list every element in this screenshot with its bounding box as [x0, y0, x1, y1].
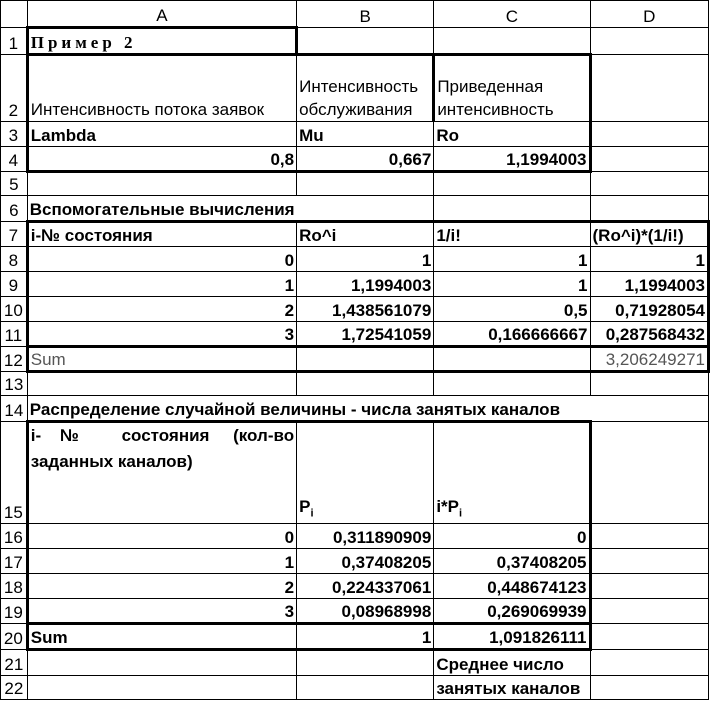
cell-a12[interactable]: Sum [27, 347, 296, 372]
row-9 [1, 272, 709, 297]
cell-a9[interactable]: 1 [27, 272, 296, 297]
cell-b19[interactable]: 0,08968998 [297, 599, 434, 624]
cell-c6[interactable] [434, 196, 590, 222]
cell-b13[interactable] [297, 372, 434, 396]
cell-a17[interactable]: 1 [27, 549, 296, 574]
cell-b18[interactable]: 0,224337061 [297, 574, 434, 599]
cell-c21[interactable]: Среднее число [434, 650, 590, 676]
row-header[interactable]: 22 [1, 676, 28, 700]
p-label: P [299, 496, 311, 516]
cell-a8[interactable]: 0 [27, 247, 296, 272]
cell-a20[interactable]: Sum [27, 624, 296, 650]
cell-c16[interactable]: 0 [434, 524, 590, 549]
cell-c17[interactable]: 0,37408205 [434, 549, 590, 574]
row-1 [1, 28, 709, 55]
cell-d3[interactable] [590, 122, 709, 147]
cell-c9[interactable]: 1 [434, 272, 590, 297]
row-header[interactable]: 20 [1, 624, 28, 650]
cell-b20[interactable]: 1 [297, 624, 434, 650]
cell-a11[interactable]: 3 [27, 322, 296, 347]
row-header[interactable]: 10 [1, 297, 28, 322]
cell-d4[interactable] [590, 147, 709, 172]
cell-d1[interactable] [590, 28, 709, 55]
cell-a19[interactable]: 3 [27, 599, 296, 624]
cell-a2[interactable]: Интенсивность потока заявок [27, 55, 296, 122]
cell-b3[interactable]: Mu [297, 122, 434, 147]
cell-d18[interactable] [590, 574, 709, 599]
cell-b1[interactable] [297, 28, 434, 55]
cell-a6[interactable]: Вспомогательные вычисления [27, 196, 296, 222]
cell-b21[interactable] [297, 650, 434, 676]
cell-b5[interactable] [297, 172, 434, 196]
cell-c8[interactable]: 1 [434, 247, 590, 272]
cell-d11[interactable]: 0,287568432 [590, 322, 709, 347]
cell-d15[interactable] [590, 422, 709, 524]
row-16 [1, 524, 709, 549]
row-8 [1, 247, 709, 272]
row-header[interactable]: 11 [1, 322, 28, 347]
cell-b16[interactable]: 0,311890909 [297, 524, 434, 549]
column-header-a[interactable]: A [27, 1, 296, 28]
cell-d9[interactable]: 1,1994003 [590, 272, 709, 297]
cell-a21[interactable] [27, 650, 296, 676]
cell-b4[interactable]: 0,667 [297, 147, 434, 172]
cell-a4[interactable]: 0,8 [27, 147, 296, 172]
row-header[interactable]: 13 [1, 372, 28, 396]
cell-a15[interactable]: i-№ состояния (кол-во заданных каналов) [27, 422, 296, 524]
cell-b9[interactable]: 1,1994003 [297, 272, 434, 297]
cell-b6[interactable] [297, 196, 434, 222]
cell-c10[interactable]: 0,5 [434, 297, 590, 322]
cell-a14[interactable]: Распределение случайной величины - числа занятых каналов [27, 396, 708, 422]
row-14 [1, 396, 709, 422]
row-header[interactable]: 17 [1, 549, 28, 574]
row-21 [1, 650, 709, 676]
cell-a3[interactable]: Lambda [27, 122, 296, 147]
cell-b7[interactable]: Ro^i [297, 222, 434, 247]
cell-c5[interactable] [434, 172, 590, 196]
ip-subscript: i [459, 507, 463, 519]
cell-c22[interactable]: занятых каналов [434, 676, 590, 700]
row-20 [1, 624, 709, 650]
row-header[interactable]: 21 [1, 650, 28, 676]
row-19 [1, 599, 709, 624]
row-header[interactable]: 7 [1, 222, 28, 247]
row-header[interactable]: 18 [1, 574, 28, 599]
column-header-b[interactable]: B [297, 1, 434, 28]
cell-b11[interactable]: 1,72541059 [297, 322, 434, 347]
cell-a16[interactable]: 0 [27, 524, 296, 549]
cell-c4[interactable]: 1,1994003 [434, 147, 590, 172]
row-header[interactable]: 2 [1, 55, 28, 122]
p-subscript: i [310, 507, 314, 519]
cell-a5[interactable] [27, 172, 296, 196]
cell-c11[interactable]: 0,166666667 [434, 322, 590, 347]
cell-d2[interactable] [590, 55, 709, 122]
row-6 [1, 196, 709, 222]
cell-c7[interactable]: 1/i! [434, 222, 590, 247]
cell-c12[interactable] [434, 347, 590, 372]
row-header[interactable]: 16 [1, 524, 28, 549]
row-2 [1, 55, 709, 122]
row-header[interactable]: 15 [1, 422, 28, 524]
cell-c2[interactable]: Приведенная интенсивность [434, 55, 590, 122]
cell-b12[interactable] [297, 347, 434, 372]
cell-b17[interactable]: 0,37408205 [297, 549, 434, 574]
cell-c18[interactable]: 0,448674123 [434, 574, 590, 599]
cell-b2[interactable]: Интенсивность обслуживания [297, 55, 434, 122]
cell-b22[interactable] [297, 676, 434, 700]
cell-d16[interactable] [590, 524, 709, 549]
cell-a22[interactable] [27, 676, 296, 700]
row-5 [1, 172, 709, 196]
column-header-d[interactable]: D [590, 1, 709, 28]
cell-d19[interactable] [590, 599, 709, 624]
column-header-row [1, 1, 709, 28]
cell-a10[interactable]: 2 [27, 297, 296, 322]
corner-cell[interactable] [1, 1, 28, 28]
row-15 [1, 422, 709, 524]
row-header[interactable]: 14 [1, 396, 28, 422]
cell-c1[interactable] [434, 28, 590, 55]
row-7 [1, 222, 709, 247]
row-12 [1, 347, 709, 372]
cell-d20[interactable] [590, 624, 709, 650]
cell-a7[interactable]: i-№ состояния [27, 222, 296, 247]
cell-d5[interactable] [590, 172, 709, 196]
ip-label: i*P [436, 496, 459, 516]
row-header[interactable]: 1 [1, 28, 28, 55]
cell-d13[interactable] [590, 372, 709, 396]
row-header[interactable]: 4 [1, 147, 28, 172]
cell-d22[interactable] [590, 676, 709, 700]
row-header[interactable]: 12 [1, 347, 28, 372]
cell-a18[interactable]: 2 [27, 574, 296, 599]
cell-a1[interactable]: Пример 2 [27, 28, 296, 55]
row-header[interactable]: 9 [1, 272, 28, 297]
cell-c19[interactable]: 0,269069939 [434, 599, 590, 624]
cell-d10[interactable]: 0,71928054 [590, 297, 709, 322]
cell-c20[interactable]: 1,091826111 [434, 624, 590, 650]
row-header[interactable]: 8 [1, 247, 28, 272]
column-header-c[interactable]: C [434, 1, 590, 28]
cell-b8[interactable]: 1 [297, 247, 434, 272]
row-17 [1, 549, 709, 574]
row-18 [1, 574, 709, 599]
cell-c13[interactable] [434, 372, 590, 396]
row-11 [1, 322, 709, 347]
cell-c15[interactable] [434, 422, 590, 524]
row-header[interactable]: 6 [1, 196, 28, 222]
cell-d6[interactable] [590, 196, 709, 222]
row-13 [1, 372, 709, 396]
cell-d21[interactable] [590, 650, 709, 676]
cell-c3[interactable]: Ro [434, 122, 590, 147]
cell-d12[interactable]: 3,206249271 [590, 347, 709, 372]
cell-d8[interactable]: 1 [590, 247, 709, 272]
row-4 [1, 147, 709, 172]
cell-d17[interactable] [590, 549, 709, 574]
row-header[interactable]: 19 [1, 599, 28, 624]
row-3 [1, 122, 709, 147]
row-header[interactable]: 3 [1, 122, 28, 147]
row-22 [1, 676, 709, 700]
cell-a13[interactable] [27, 372, 296, 396]
row-10 [1, 297, 709, 322]
row-header[interactable]: 5 [1, 172, 28, 196]
cell-d7[interactable]: (Ro^i)*(1/i!) [590, 222, 709, 247]
cell-b10[interactable]: 1,438561079 [297, 297, 434, 322]
cell-b15[interactable] [297, 422, 434, 524]
